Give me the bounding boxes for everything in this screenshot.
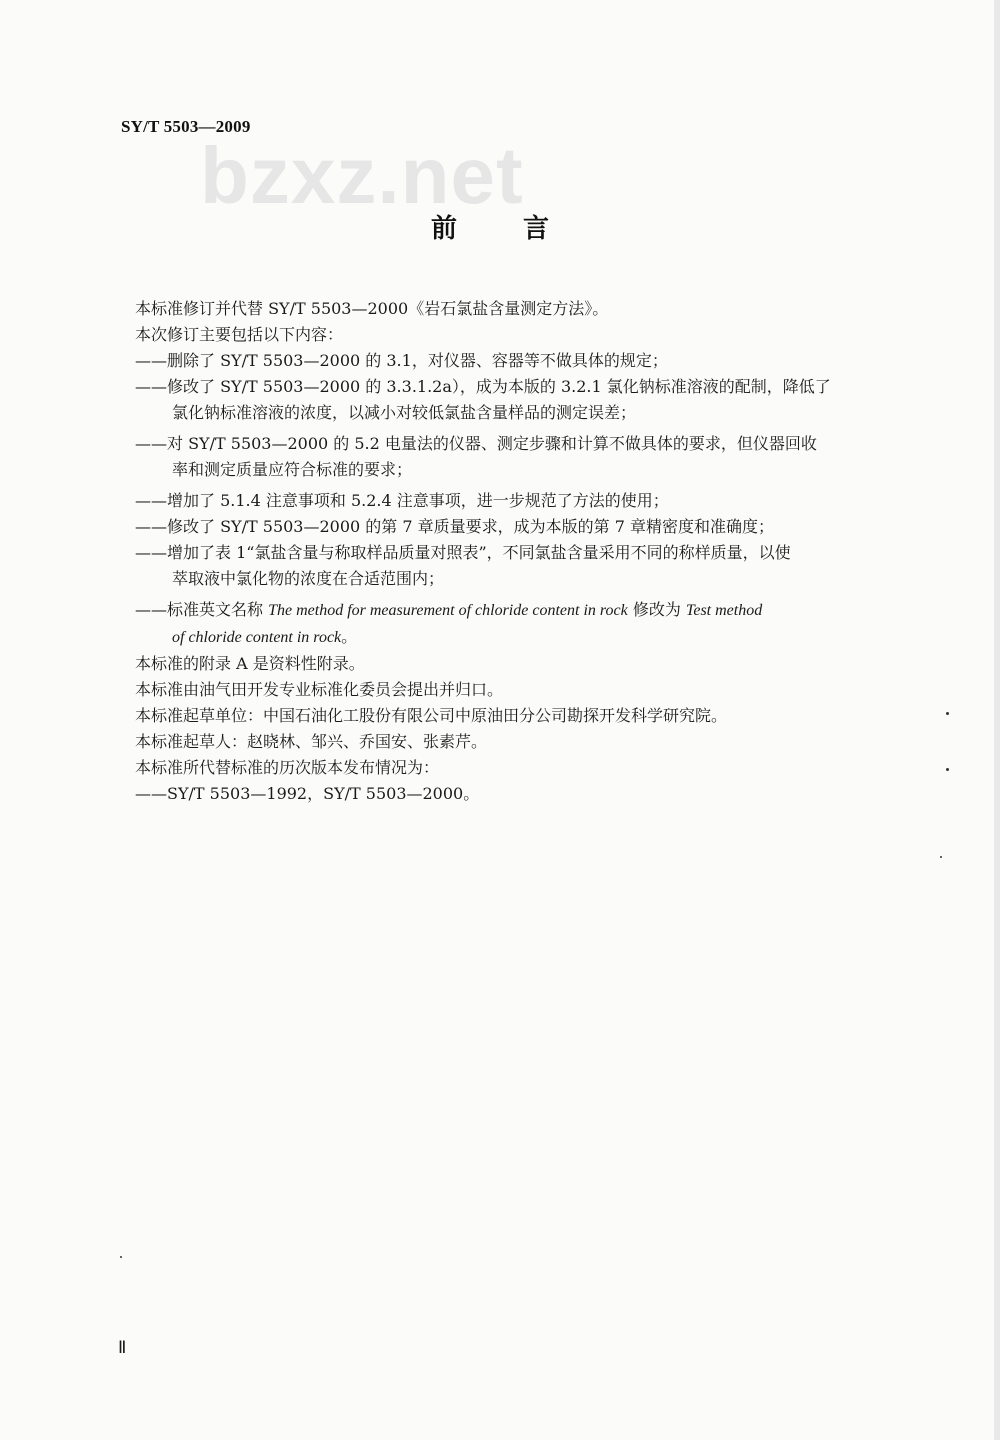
list-item-text: ——删除了 SY/T 5503—2000 的 3.1，对仪器、容器等不做具体的规定； — [135, 351, 668, 370]
list-item-continuation: 萃取液中氯化物的浓度在合适范围内； — [172, 569, 445, 588]
paragraph: 本标准起草单位：中国石油化工股份有限公司中原油田分公司勘探开发科学研究院。 — [135, 706, 728, 725]
list-item — [135, 514, 915, 540]
standard-code: SY/T 5503—2009 — [121, 117, 251, 136]
english-title-new: Test method — [685, 602, 763, 619]
paragraph: 本标准起草人：赵晓林、邹兴、乔国安、张素芹。 — [135, 732, 488, 751]
scan-speck — [940, 856, 942, 858]
text-segment: 修改为 — [627, 600, 686, 619]
list-item — [135, 781, 915, 807]
list-item — [135, 597, 915, 651]
paragraph: 本标准修订并代替 SY/T 5503—2000《岩石氯盐含量测定方法》。 — [135, 299, 609, 318]
list-item-text: ——修改了 SY/T 5503—2000 的第 7 章质量要求，成为本版的第 7 章精密度和准确度； — [135, 517, 774, 536]
foreword-body — [135, 296, 915, 807]
paragraph: 本标准的附录 A 是资料性附录。 — [135, 654, 365, 673]
list-item — [135, 374, 915, 426]
paragraph: 本标准所代替标准的历次版本发布情况为： — [135, 758, 440, 777]
list-item — [135, 431, 915, 483]
list-item-continuation: 率和测定质量应符合标准的要求； — [172, 460, 413, 479]
list-item-text — [135, 597, 915, 624]
list-item — [135, 540, 915, 592]
list-item-text: ——增加了表 1“氯盐含量与称取样品质量对照表”，不同氯盐含量采用不同的称样质量，以使 — [135, 543, 791, 562]
scan-speck — [120, 1256, 122, 1258]
scan-speck — [946, 712, 949, 715]
text-segment: 。 — [341, 627, 358, 646]
watermark: bzxz.net — [200, 131, 524, 220]
paragraph: 本次修订主要包括以下内容： — [135, 325, 344, 344]
list-item-continuation — [135, 624, 915, 651]
list-item — [135, 348, 915, 374]
paragraph: 本标准由油气田开发专业标准化委员会提出并归口。 — [135, 680, 504, 699]
english-title-old: The method for measurement of chloride content in rock — [268, 602, 628, 619]
list-item-text: ——修改了 SY/T 5503—2000 的 3.3.1.2a），成为本版的 3.2.1 氯化钠标准溶液的配制，降低了 — [135, 377, 831, 396]
english-title-new-cont: of chloride content in rock — [172, 629, 342, 646]
list-item-continuation: 氯化钠标准溶液的浓度，以减小对较低氯盐含量样品的测定误差； — [172, 403, 637, 422]
list-item-text: ——对 SY/T 5503—2000 的 5.2 电量法的仪器、测定步骤和计算不做具体的要求，但仪器回收 — [135, 434, 817, 453]
scan-speck — [946, 768, 949, 771]
list-item-text: ——增加了 5.1.4 注意事项和 5.2.4 注意事项，进一步规范了方法的使用； — [135, 491, 669, 510]
page-title: 前 言 — [430, 214, 569, 244]
list-item-text: ——SY/T 5503—1992，SY/T 5503—2000。 — [135, 784, 480, 803]
page-number: Ⅱ — [118, 1338, 127, 1357]
list-item — [135, 488, 915, 514]
text-segment: ——标准英文名称 — [135, 600, 269, 619]
